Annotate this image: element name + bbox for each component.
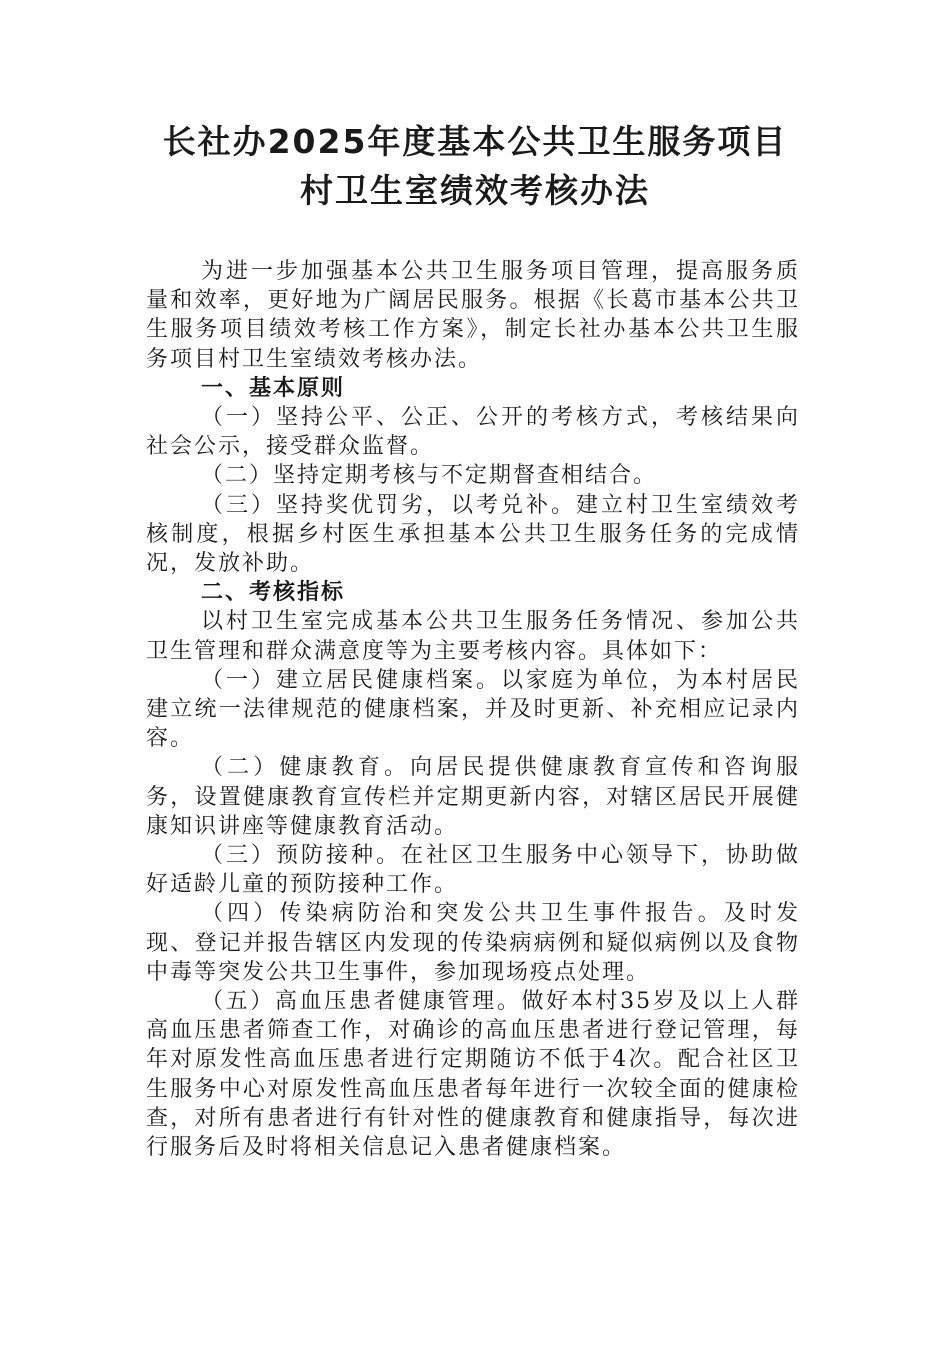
indicator-item-5: （五）高血压患者健康管理。做好本村35岁及以上人群高血压患者筛查工作，对确诊的高血压患者进行登记管理，每年对原发性高血压患者进行定期随访不低于4次。配合社区卫生服务中心对原发性高血压患者每年进行一次较全面的健康检查，对所有患者进行有针对性的健康教育和健康指导，每次进行服务后及时将相关信息记入患者健康档案。	[146, 989, 800, 1161]
indicator-item-4: （四）传染病防治和突发公共卫生事件报告。及时发现、登记并报告辖区内发现的传染病病例和疑似病例以及食物中毒等突发公共卫生事件，参加现场疫点处理。	[146, 901, 800, 985]
document-title-line-2: 村卫生室绩效考核办法	[300, 171, 650, 210]
principle-item-1: （一）坚持公平、公正、公开的考核方式，考核结果向社会公示，接受群众监督。	[146, 405, 800, 460]
section-heading-principles: 一、基本原则	[201, 375, 346, 401]
indicator-item-2: （二）健康教育。向居民提供健康教育宣传和咨询服务，设置健康教育宣传栏并定期更新内容，对辖区居民开展健康知识讲座等健康教育活动。	[146, 755, 800, 839]
principle-item-3: （三）坚持奖优罚劣，以考兑补。建立村卫生室绩效考核制度，根据乡村医生承担基本公共卫生服务任务的完成情况，发放补助。	[146, 492, 800, 577]
indicator-item-1: （一）建立居民健康档案。以家庭为单位，为本村居民建立统一法律规范的健康档案，并及时更新、补充相应记录内容。	[146, 667, 800, 752]
document-body	[146, 257, 800, 1162]
indicators-intro-paragraph: 以村卫生室完成基本公共卫生服务任务情况、参加公共卫生管理和群众满意度等为主要考核内容。具体如下：	[146, 609, 800, 664]
section-heading-indicators: 二、考核指标	[201, 580, 346, 606]
intro-paragraph: 为进一步加强基本公共卫生服务项目管理，提高服务质量和效率，更好地为广阔居民服务。根据《长葛市基本公共卫生服务项目绩效考核工作方案》，制定长社办基本公共卫生服务项目村卫生室绩效考核办法。	[146, 259, 800, 372]
indicator-item-3: （三）预防接种。在社区卫生服务中心领导下，协助做好适龄儿童的预防接种工作。	[146, 843, 800, 898]
document-title-line-1: 长社办2025年度基本公共卫生服务项目	[162, 122, 788, 161]
principle-item-2: （二）坚持定期考核与不定期督查相结合。	[201, 463, 658, 489]
